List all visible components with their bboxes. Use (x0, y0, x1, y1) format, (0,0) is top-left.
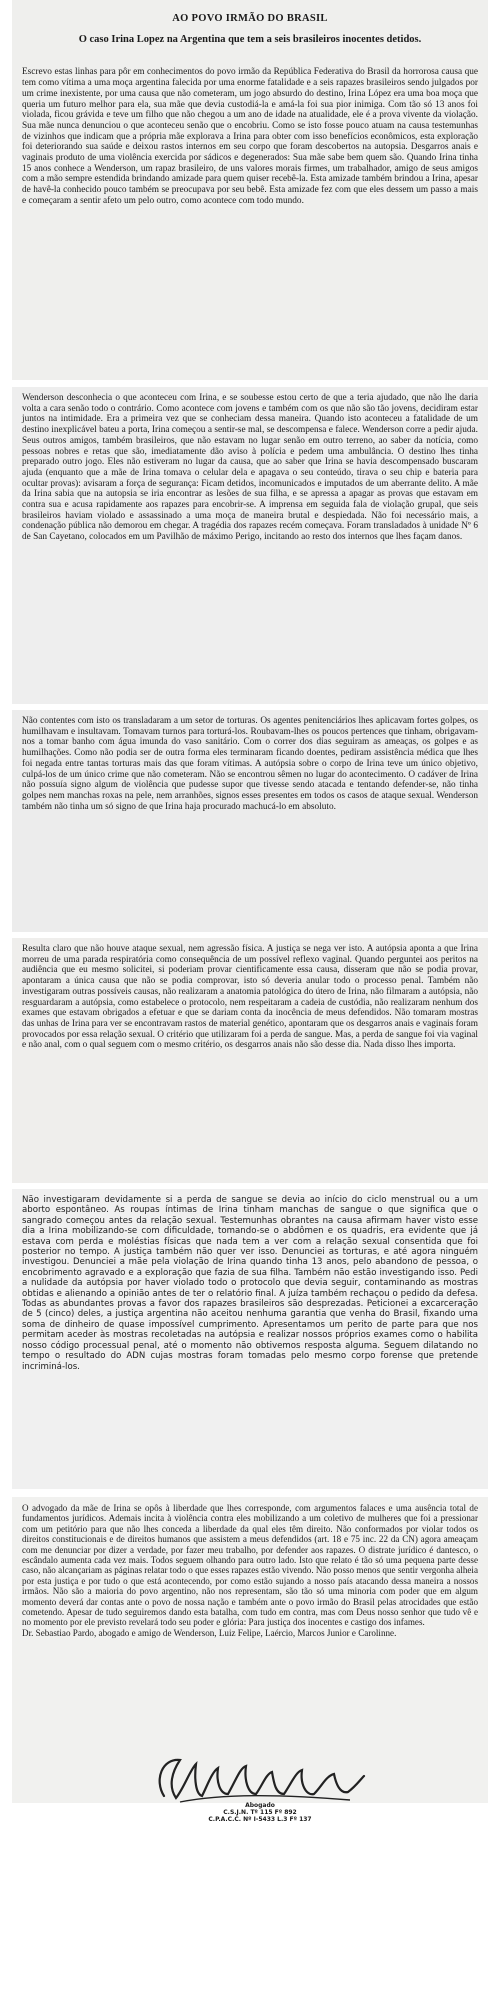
signer-line: Dr. Sebastiao Pardo, abogado e amigo de Wenderson, Luiz Felipe, Laércio, Marcos Junior e Carolinne. (22, 1627, 397, 1638)
letter-panel-3 (12, 710, 488, 932)
letter-panel-1 (12, 0, 488, 380)
letter-panel-2 (12, 387, 488, 704)
letter-title: AO POVO IRMÃO DO BRASIL (172, 13, 328, 24)
paragraph-1: Escrevo estas linhas para pôr em conhecimentos do povo irmão da República Federativa do Brasil da horrorosa causa que tem como vítima a uma moça argentina falecida por uma enorme fatalidade e a seis rapazes brasileiros sendo julgados por um crime inexistente, por uma causa que não cometeram, um jogo absurdo do destino, Irina López era uma boa moça que queria um futuro melhor para ela, sua mãe que devia custodiá-la e amá-la foi sua pior inimiga. Com tão só 13 anos foi violada, ficou grávida e teve um filho que não chegou a um ano de idade na atualidade, ele é a prova vivente da violação. Sua mãe nunca denunciou o que aconteceu senão que o encobriu. Como se isto fosse pouco atuam na causa testemunhas de vizinhos que indicam que a própria mãe explorava a Irina para obter com isso benefícios econômicos, esta exploração foi deteriorando sua saúde e deixou rastos internos em seu corpo que foram descobertos na autopsia. Desgarros anais e vaginais produto de uma violência exercida por sádicos e degenerados: Sua mãe sabe bem quem são. Quando Irina tinha 15 anos conhece a Wenderson, um rapaz brasileiro, de uns valores morais firmes, um trabalhador, amigo de seus amigos com a mão sempre estendida brindando amizade para quem quiser recebê-la. Esta amizade também brindou a Irina, apesar de havê-la conhecido pouco também se preocupava por seu bebê. Esta amizade fez com que eles dessem um passo a mais e começaram a sentir afeto um pelo outro, como acontece com todo mundo. (22, 67, 478, 206)
paragraph-2: Wenderson desconhecia o que aconteceu com Irina, e se soubesse estou certo de que a teria ajudado, que não lhe daria volta a cara senão todo o contrário. Como acontece com jovens e também com os que não são tão jovens, decidiram estar juntos na intimidade. Era a primeira vez que se conheciam dessa maneira. Quando isto aconteceu a fatalidade de um destino inexplicável bateu a porta, Irina começou a sentir-se mal, se descompensa e falece. Wenderson corre a pedir ajuda. Seus outros amigos, também brasileiros, que não estavam no lugar senão em outro terreno, ao saber da notícia, como pessoas nobres e retas que são, imediatamente dão aviso à polícia e pedem uma ambulância. O destino lhes tinha preparado outro jogo. Eles não estiveram no lugar da causa, que ao saber que Irina se havia descompensado buscaram ajuda (enquanto que a mãe de Irina tomava o celular dela e apagava o seu conteúdo, tirava o seu chip e bateria para ocultar provas): avisaram a força de segurança: Ficam detidos, incomunicados e imputados de um aberrante delito. A mãe da Irina sabia que na autopsia se iria encontrar as lesões de sua filha, e se apressa a apagar as provas que estavam em contra sua e acusa rapidamente aos rapazes para encobrir-se. A imprensa em seguida fala de violação grupal, que seis brasileiros haviam violado e assassinado a uma moça de maneira brutal e despiedada. Não foi necessário mais, a condenação pública não demorou em chegar. A tragédia dos rapazes recém começava. Foram transladados à unidade Nº 6 de San Cayetano, colocados em um Pavilhão de máximo Perigo, incitando ao resto dos internos que lhes façam danos. (22, 393, 478, 543)
paragraph-6: O advogado da mãe de Irina se opôs à liberdade que lhes corresponde, com argumentos falaces e uma ausência total de fundamentos jurídicos. Ademais incita à violência contra eles mobilizando a um coletivo de mulheres que foi a pressionar com um petitório para que não lhes conceda a liberdade da qual eles têm direito. Não conformados por violar todos os direitos constitucionais e de direitos humanos que assistem a meus defendidos (art. 18 e 75 inc. 22 da CN) agora ameaçam com me denunciar por dizer a verdade, por fazer meu trabalho, por defender aos rapazes. O distrate jurídico é dantesco, o escândalo aumenta cada vez mais. Todos seguem olhando para outro lado. Isto que relato é tão só uma pequena parte desse caso, não alcançariam as páginas relatar todo o que esses rapazes estão vivendo. Não posso menos que sentir vergonha alheia por esta justiça e por tudo o que está acontecendo, por como estão sujando a nosso país atacando dessa maneira a nossos irmãos. Não são a maioria do povo argentino, não nos representam, são tão só uma minoria com poder que em algum momento deverá dar contas ante o povo de nossa nação e também ante o povo irmão do Brasil pelas atrocidades que estão cometendo. Apesar de tudo seguiremos dando esta batalha, com tudo em contra, mas com Deus nosso senhor que tudo vê e no momento por ele previsto revelará todo seu poder e glória: Para justiça dos inocentes e castigo dos infames. (22, 1503, 478, 1628)
paragraph-5: Não investigaram devidamente si a perda de sangue se devia ao início do ciclo menstrual ou a um aborto espontâneo. As roupas íntimas de Irina tinham manchas de sangue o que significa que o sangrado começou antes da relação sexual. Testemunhas obrantes na causa afirmam haver visto esse dia a Irina mobilizando-se com dificuldade, tomando-se o abdômen e os quadris, era evidente que já estava com perda e moléstias físicas que nada tem a ver com a relação sexual consentida que foi posterior no tempo. A justiça também não quer ver isso. Denunciei as torturas, e até agora ninguém investigou. Denunciei a mãe pela violação de Irina quando tinha 13 anos, pelo abandono de pessoa, o encobrimento agravado e a exploração que fazia de sua filha. Também não estão investigando isso. Pedi a nulidade da autópsia por haver violado todo o protocolo que devia seguir, contaminando as mostras obtidas e alienando a opinião antes de ter o relatório final. A juíza também rechaçou o pedido da defesa. Todas as abundantes provas a favor dos rapazes brasileiros são desprezadas. Peticionei a excarceração de 5 (cinco) deles, a justiça argentina não aceitou nenhuma garantia que venha do Brasil, fixando uma soma de dinheiro de quase impossível cumprimento. Apresentamos um perito de parte para que nos permitam aceder às mostras recoletadas na autópsia e realizar nossos próprios exames como o habilita nosso código processual penal, até o momento não obtivemos resposta alguma. Seguem dilatando no tempo o resultado do ADN cujas mostras foram tomadas pelo mesmo corpo forense que pretende incriminá-los. (22, 1195, 478, 1372)
paragraph-4: Resulta claro que não houve ataque sexual, nem agressão física. A justiça se nega ver isto. A autópsia aponta a que Irina morreu de uma parada respiratória como consequência de um possível reflexo vaginal. Quando perguntei aos peritos na audiência que eu mesmo solicitei, si poderiam provar cientificamente essa causa, disseram que não se podia provar, apontaram a única causa que não se podia comprovar, isto só deveria anular todo o processo penal. Também não investigaram outras possíveis causas, não realizaram a anatomia patológica do útero de Irina, não filmaram a autópsia, não resguardaram a autópsia, como estabelece o protocolo, nem respeitaram a cadeia de custódia, não realizaram nenhum dos exames que estavam obrigados a efetuar e que se dariam conta da inocência de meus defendidos. Não tomaram mostras das unhas de Irina para ver se encontravam rastos de material genético, apontaram que os desgarros anais e vaginais foram provocados por essa relação sexual. O critério que utilizaram foi a perda de sangue. Mas, a perda de sangue foi via vaginal e não anal, com o qual seguem com o mesmo critério, os desgarros anais não são desse dia. Nada disso lhes importa. (22, 944, 478, 1051)
handwritten-signature (150, 1750, 370, 1810)
letter-header (22, 6, 478, 51)
paragraph-3: Não contentes com isto os transladaram a um setor de torturas. Os agentes penitenciários lhes aplicavam fortes golpes, os humilhavam e insultavam. Tomavam turnos para torturá-los. Roubavam-lhes os poucos pertences que tinham, obrigavam-nos a tomar banho com água imunda do vaso sanitário. Com o correr dos dias seguiram as ameaças, os golpes e as humilhações. Como não podia ser de outra forma eles terminaram ficando doentes, pediram assistência médica que lhes foi negada entre tantas torturas mais das que foram vítimas. A autópsia sobre o corpo de Irina teve um único objetivo, culpá-los de um único crime que não cometeram. Não se encontrou sêmen no lugar do acontecimento. O cadáver de Irina não possuía signo algum de violência que pudesse supor que tivesse sendo atacada e tentando defender-se, não tinha golpes nem manchas roxas na pele, nem arranhões, signos esses presentes em todos os casos de ataque sexual. Wenderson também não tinha um só signo de que Irina haja procurado machucá-lo em absoluto. (22, 716, 478, 812)
stamp-registration-1: C.S.J.N. Tº 115 Fº 892 (223, 1809, 297, 1816)
letter-subtitle: O caso Irina Lopez na Argentina que tem a seis brasileiros inocentes detidos. (78, 33, 422, 45)
stamp-registration-2: C.P.A.C.C. Nº I-5433 L.3 Fº 137 (208, 1816, 312, 1823)
letter-panel-5 (12, 1189, 488, 1489)
stamp-title: Abogado (245, 1802, 275, 1809)
signature-block (150, 1750, 370, 1840)
letter-panel-4 (12, 938, 488, 1183)
